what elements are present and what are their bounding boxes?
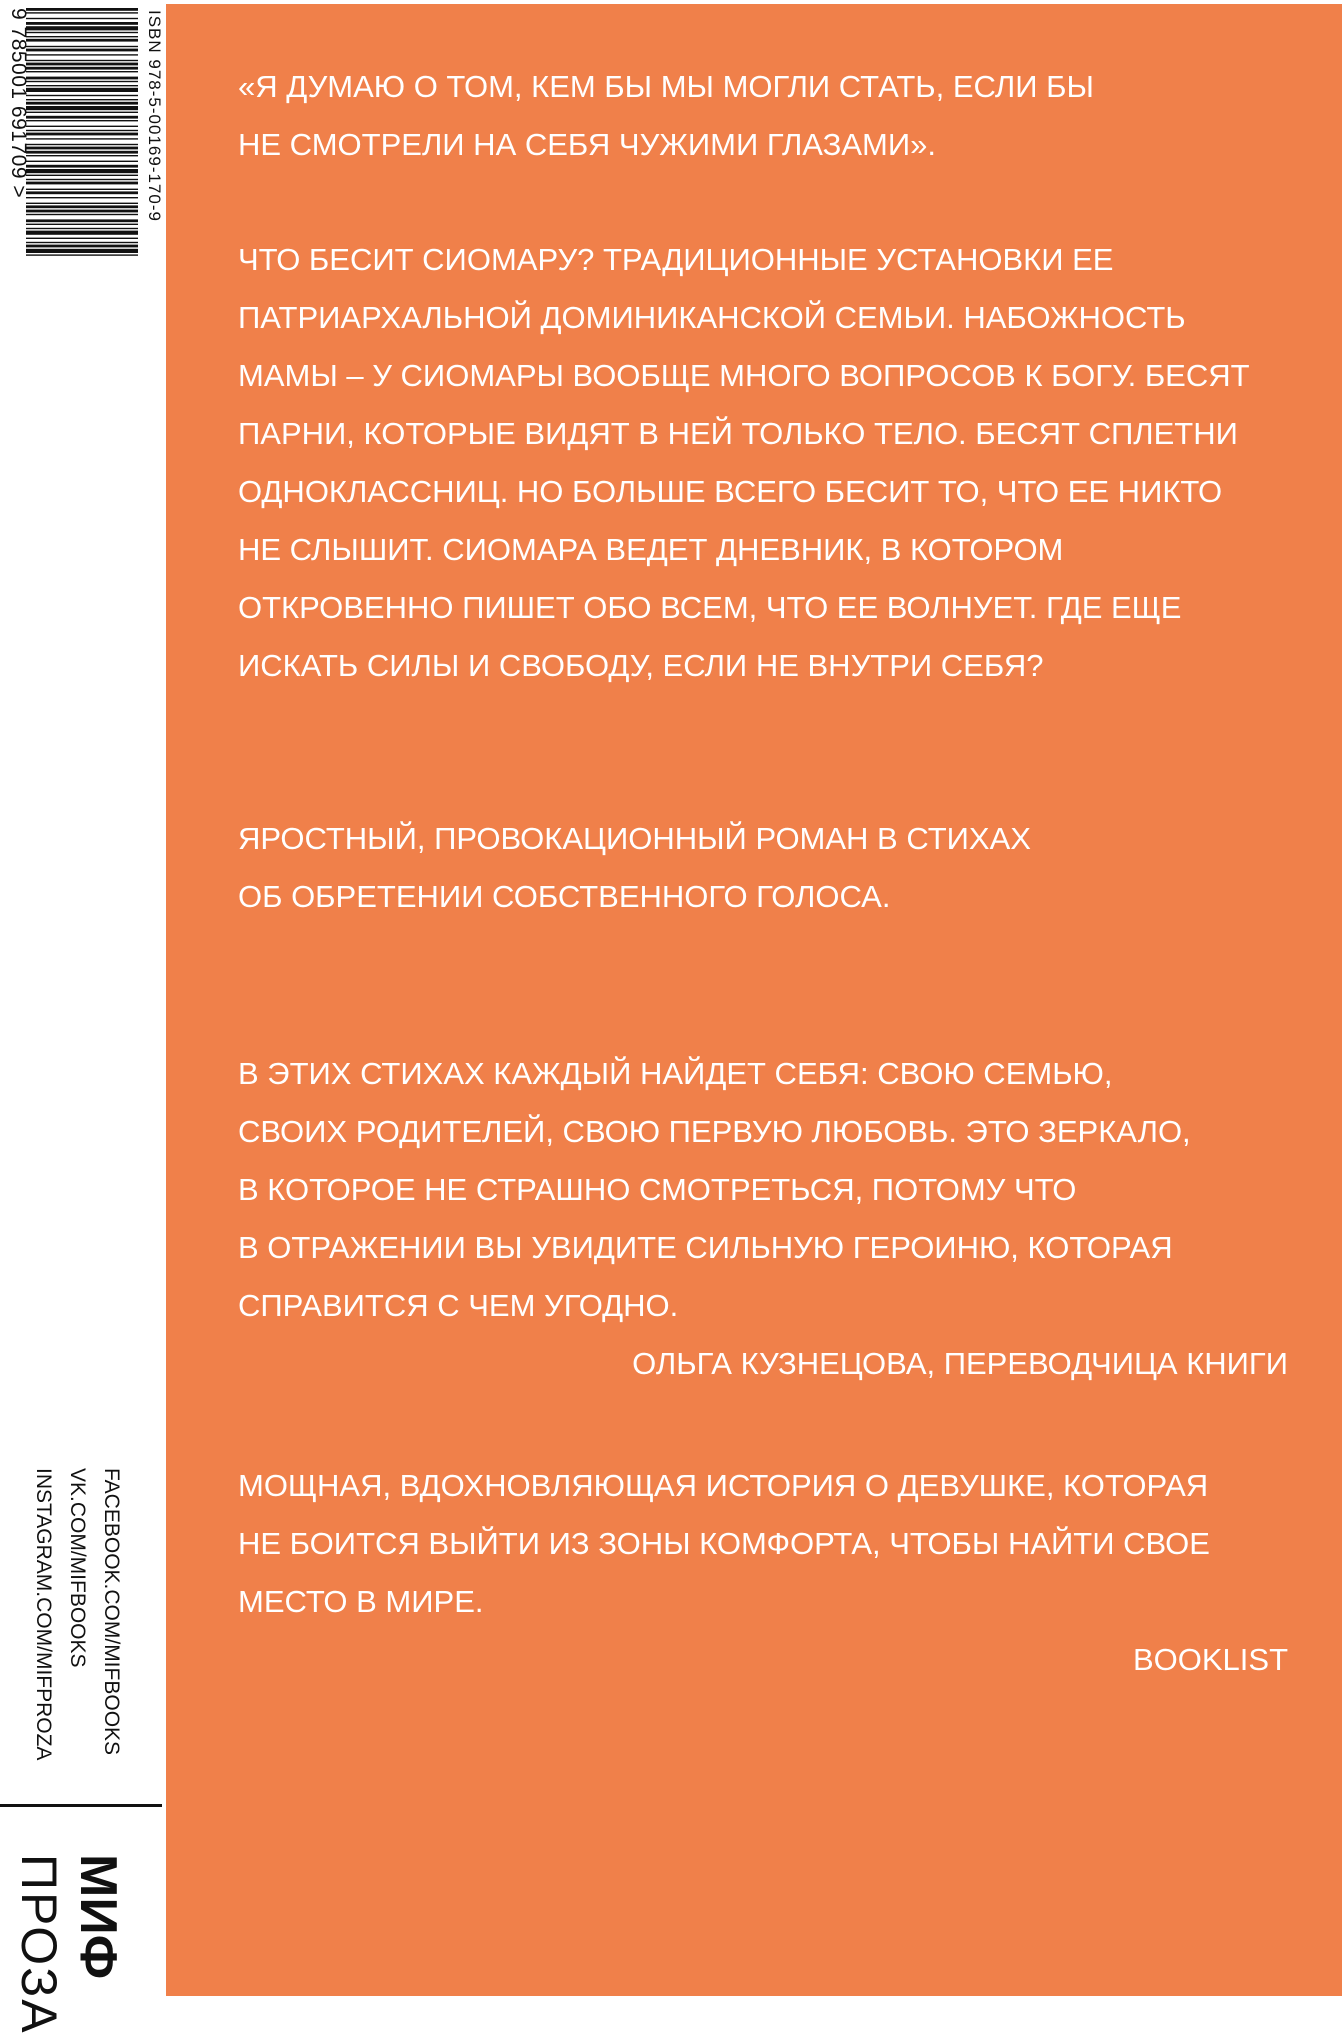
quote <box>238 58 1278 174</box>
social-vk: VK.COM/MIFBOOKS <box>66 1468 89 1668</box>
review-line: В ЭТИХ СТИХАХ КАЖДЫЙ НАЙДЕТ СЕБЯ: СВОЮ СЕМЬЮ, <box>238 1056 1113 1091</box>
description-line: ЧТО БЕСИТ СИОМАРУ? ТРАДИЦИОННЫЕ УСТАНОВКИ ЕЕ <box>238 242 1114 277</box>
barcode-bar <box>26 228 138 229</box>
barcode-bar <box>26 219 138 222</box>
description-line: ИСКАТЬ СИЛЫ И СВОБОДУ, ЕСЛИ НЕ ВНУТРИ СЕБЯ? <box>238 648 1044 683</box>
tagline-line: ОБ ОБРЕТЕНИИ СОБСТВЕННОГО ГОЛОСА. <box>238 879 891 914</box>
barcode-bar <box>26 254 138 255</box>
barcode-bar <box>26 102 138 105</box>
blurb-panel <box>166 4 1342 1996</box>
tagline-line: ЯРОСТНЫЙ, ПРОВОКАЦИОННЫЙ РОМАН В СТИХАХ <box>238 821 1031 856</box>
review-1 <box>238 1045 1278 1335</box>
barcode-bar <box>26 85 138 86</box>
barcode-bar <box>26 67 138 70</box>
barcode-icon <box>26 8 138 256</box>
review-line: НЕ БОИТСЯ ВЫЙТИ ИЗ ЗОНЫ КОМФОРТА, ЧТОБЫ НАЙТИ СВОЕ <box>238 1526 1210 1561</box>
barcode-bar <box>26 189 138 190</box>
review-line: СПРАВИТСЯ С ЧЕМ УГОДНО. <box>238 1288 679 1323</box>
barcode-bar <box>26 36 138 37</box>
barcode-bar <box>26 249 138 253</box>
barcode-bar <box>26 112 138 113</box>
isbn-text: ISBN 978-5-00169-170-9 <box>145 10 164 222</box>
barcode-bar <box>26 54 138 55</box>
review-2-author <box>1133 1631 1288 1689</box>
barcode-bar <box>26 32 138 33</box>
social-facebook: FACEBOOK.COM/MIFBOOKS <box>100 1468 123 1756</box>
review-line: МЕСТО В МИРЕ. <box>238 1584 484 1619</box>
barcode-bar <box>26 26 138 30</box>
review-line: В ОТРАЖЕНИИ ВЫ УВИДИТЕ СИЛЬНУЮ ГЕРОИНЮ, КОТОРАЯ <box>238 1230 1173 1265</box>
barcode-bar <box>26 245 138 248</box>
barcode-bar <box>26 63 138 66</box>
review-line: В КОТОРОЕ НЕ СТРАШНО СМОТРЕТЬСЯ, ПОТОМУ ЧТО <box>238 1172 1077 1207</box>
barcode-bar <box>26 197 138 198</box>
barcode-bar <box>26 242 138 243</box>
description-line: НЕ СЛЫШИТ. СИОМАРА ВЕДЕТ ДНЕВНИК, В КОТОРОМ <box>238 532 1064 567</box>
barcode-bar <box>26 133 138 136</box>
review-2-author-text: BOOKLIST <box>1132 1642 1288 1677</box>
barcode-block <box>4 4 164 259</box>
barcode-bar <box>26 224 138 225</box>
description-line: МАМЫ – У СИОМАРЫ ВООБЩЕ МНОГО ВОПРОСОВ К БОГУ. БЕСЯТ <box>238 358 1250 393</box>
barcode-bar <box>26 203 138 204</box>
barcode-bar <box>26 18 138 19</box>
review-1-author <box>632 1335 1288 1393</box>
barcode-bar <box>26 155 138 156</box>
review-line: МОЩНАЯ, ВДОХНОВЛЯЮЩАЯ ИСТОРИЯ О ДЕВУШКЕ, КОТОРАЯ <box>238 1468 1209 1503</box>
barcode-bar <box>26 39 138 42</box>
barcode-bar <box>26 210 138 213</box>
barcode-bar <box>26 22 138 25</box>
barcode-bar <box>26 120 138 121</box>
description-line: ПАТРИАРХАЛЬНОЙ ДОМИНИКАНСКОЙ СЕМЬИ. НАБОЖНОСТЬ <box>238 300 1186 335</box>
barcode-bar <box>26 49 138 52</box>
review-1-author-text: ОЛЬГА КУЗНЕЦОВА, ПЕРЕВОДЧИЦА КНИГИ <box>632 1346 1288 1381</box>
barcode-bar <box>26 60 138 61</box>
barcode-bar <box>26 144 138 145</box>
barcode-bar <box>26 12 138 13</box>
barcode-bar <box>26 77 138 80</box>
barcode-bar <box>26 147 138 150</box>
barcode-bar <box>26 191 138 194</box>
tagline <box>238 810 1278 926</box>
description-line: ОДНОКЛАССНИЦ. НО БОЛЬШЕ ВСЕГО БЕСИТ ТО, ЧТО ЕЕ НИКТО <box>238 474 1223 509</box>
social-instagram: INSTAGRAM.COM/MIFPROZA <box>32 1468 55 1761</box>
barcode-bar <box>26 46 138 47</box>
barcode-bar <box>26 126 138 127</box>
barcode-bar <box>26 95 138 96</box>
divider <box>0 1804 162 1807</box>
quote-line: НЕ СМОТРЕЛИ НА СЕБЯ ЧУЖИМИ ГЛАЗАМИ». <box>238 127 936 162</box>
logo-mif: МИФ <box>69 1854 127 1980</box>
review-line: СВОИХ РОДИТЕЛЕЙ, СВОЮ ПЕРВУЮ ЛЮБОВЬ. ЭТО ЗЕРКАЛО, <box>238 1114 1191 1149</box>
quote-line: «Я ДУМАЮ О ТОМ, КЕМ БЫ МЫ МОГЛИ СТАТЬ, ЕСЛИ БЫ <box>238 69 1094 104</box>
barcode-bar <box>26 165 138 168</box>
publisher-logo <box>11 1854 128 2035</box>
barcode-bar <box>26 71 138 72</box>
social-links <box>26 1468 128 1760</box>
barcode-bar <box>26 205 138 208</box>
barcode-bar <box>26 231 138 235</box>
barcode-bar <box>26 106 138 110</box>
description-line: ПАРНИ, КОТОРЫЕ ВИДЯТ В НЕЙ ТОЛЬКО ТЕЛО. БЕСЯТ СПЛЕТНИ <box>238 416 1238 451</box>
barcode-bar <box>26 8 138 11</box>
barcode-bar <box>26 138 138 139</box>
barcode-bar <box>26 214 138 215</box>
barcode-bar <box>26 88 138 92</box>
barcode-bar <box>26 238 138 239</box>
barcode-bar <box>26 116 138 119</box>
logo-proza: ПРОЗА <box>11 1854 67 2035</box>
description <box>238 231 1278 695</box>
review-2 <box>238 1457 1278 1631</box>
barcode-bar <box>26 130 138 131</box>
description-line: ОТКРОВЕННО ПИШЕТ ОБО ВСЕМ, ЧТО ЕЕ ВОЛНУЕТ. ГДЕ ЕЩЕ <box>238 590 1182 625</box>
barcode-bar <box>26 99 138 100</box>
barcode-bar <box>26 151 138 154</box>
barcode-bar <box>26 81 138 82</box>
barcode-bar <box>26 161 138 162</box>
barcode-bar <box>26 169 138 173</box>
side-strip <box>0 0 164 2035</box>
barcode-digits: 9 785001 691709 > <box>7 8 30 199</box>
barcode-bar <box>26 179 138 180</box>
barcode-bar <box>26 182 138 185</box>
barcode-bar <box>26 175 138 176</box>
